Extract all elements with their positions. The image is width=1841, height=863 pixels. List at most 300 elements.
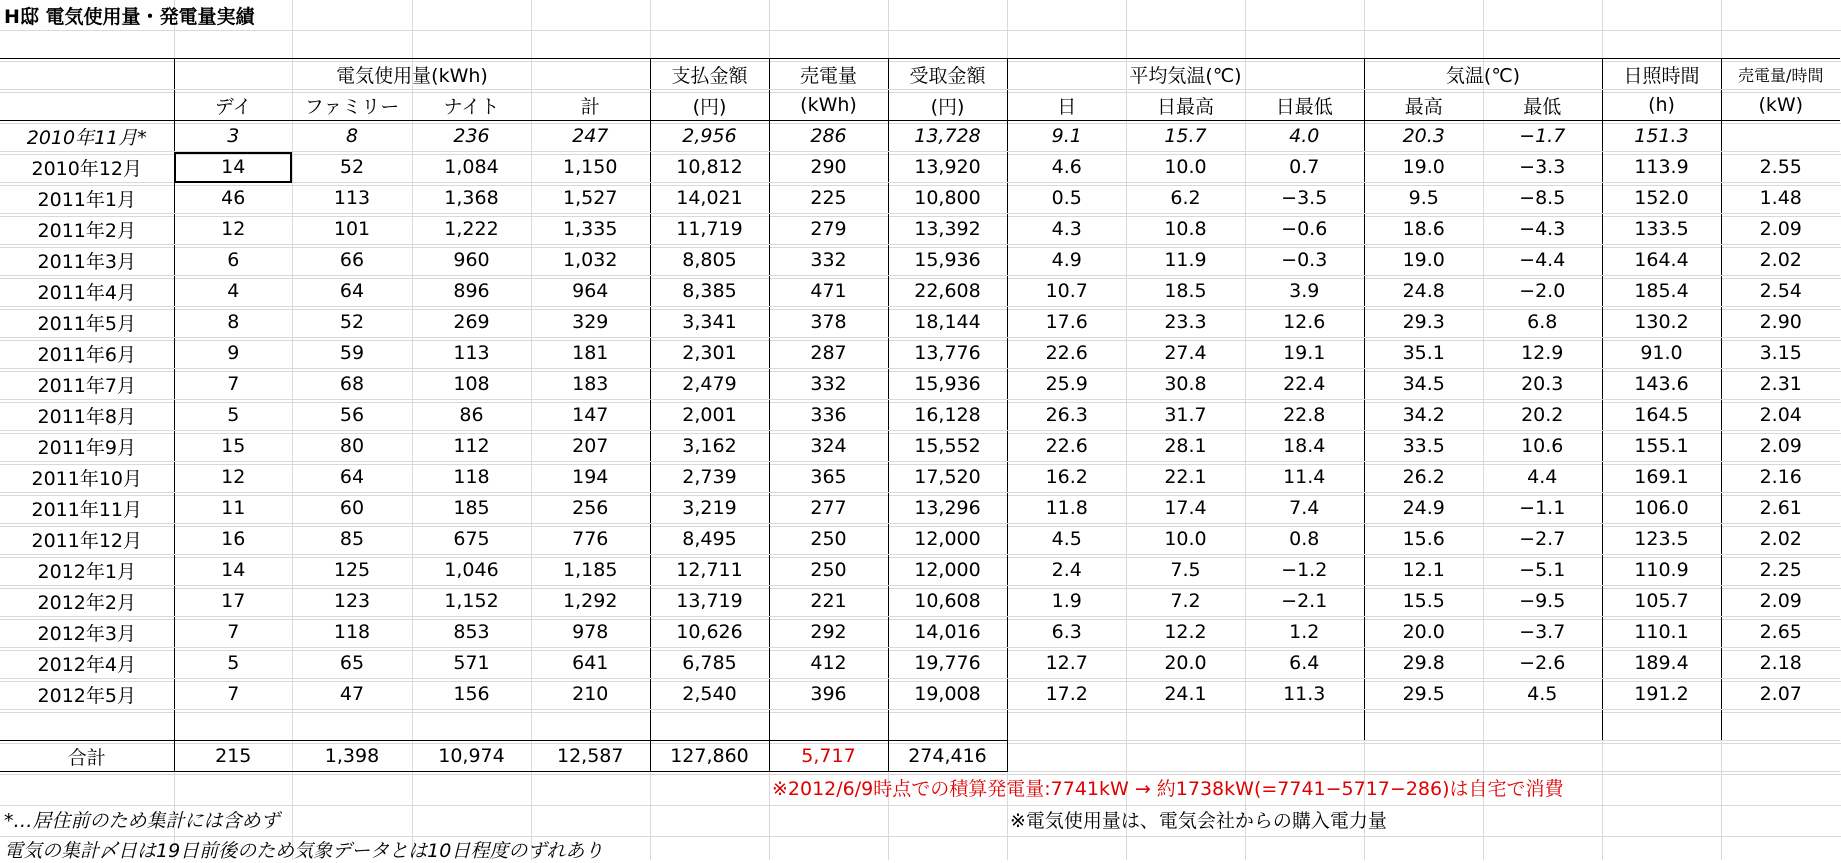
- table-cell[interactable]: 292: [769, 617, 888, 648]
- table-cell[interactable]: 0.5: [1007, 183, 1126, 214]
- table-cell[interactable]: 10.6: [1483, 431, 1602, 462]
- table-cell[interactable]: 6: [174, 245, 292, 276]
- table-cell[interactable]: 9.5: [1364, 183, 1483, 214]
- table-cell[interactable]: 183: [531, 369, 650, 400]
- table-cell[interactable]: 31.7: [1126, 400, 1245, 431]
- table-cell[interactable]: 20.2: [1483, 400, 1602, 431]
- row-month[interactable]: 2011年4月: [0, 276, 174, 307]
- table-cell[interactable]: 185.4: [1602, 276, 1721, 307]
- row-month[interactable]: 2010年12月: [0, 152, 174, 183]
- table-cell[interactable]: 24.8: [1364, 276, 1483, 307]
- table-cell[interactable]: 210: [531, 679, 650, 710]
- table-cell[interactable]: 13,392: [888, 214, 1007, 245]
- table-cell[interactable]: 675: [412, 524, 531, 555]
- table-cell[interactable]: 279: [769, 214, 888, 245]
- table-cell[interactable]: 10,800: [888, 183, 1007, 214]
- table-cell[interactable]: 185: [412, 493, 531, 524]
- table-cell[interactable]: −3.5: [1245, 183, 1364, 214]
- row-month[interactable]: 2011年11月: [0, 493, 174, 524]
- table-cell[interactable]: 329: [531, 307, 650, 338]
- table-cell[interactable]: 0.8: [1245, 524, 1364, 555]
- table-cell[interactable]: 22.4: [1245, 369, 1364, 400]
- table-cell[interactable]: 221: [769, 586, 888, 617]
- row-month[interactable]: 2011年8月: [0, 400, 174, 431]
- table-cell[interactable]: 7: [174, 617, 292, 648]
- table-cell[interactable]: 147: [531, 400, 650, 431]
- table-cell[interactable]: 64: [292, 462, 412, 493]
- table-cell[interactable]: 4.9: [1007, 245, 1126, 276]
- table-cell[interactable]: 12: [174, 214, 292, 245]
- row-month[interactable]: 2012年3月: [0, 617, 174, 648]
- table-cell[interactable]: 19,776: [888, 648, 1007, 679]
- row-month[interactable]: 2011年5月: [0, 307, 174, 338]
- table-cell[interactable]: 1,292: [531, 586, 650, 617]
- table-cell[interactable]: 571: [412, 648, 531, 679]
- table-cell[interactable]: 9: [174, 338, 292, 369]
- table-cell[interactable]: 29.8: [1364, 648, 1483, 679]
- table-cell[interactable]: 8: [292, 121, 412, 152]
- table-cell[interactable]: 8,495: [650, 524, 769, 555]
- table-cell[interactable]: 17,520: [888, 462, 1007, 493]
- table-cell[interactable]: 56: [292, 400, 412, 431]
- table-cell[interactable]: 85: [292, 524, 412, 555]
- table-cell[interactable]: 194: [531, 462, 650, 493]
- table-cell[interactable]: 34.2: [1364, 400, 1483, 431]
- table-cell[interactable]: −9.5: [1483, 586, 1602, 617]
- table-cell[interactable]: 3,162: [650, 431, 769, 462]
- table-cell[interactable]: 29.5: [1364, 679, 1483, 710]
- table-cell[interactable]: 236: [412, 121, 531, 152]
- table-cell[interactable]: 2,956: [650, 121, 769, 152]
- table-cell[interactable]: 0.7: [1245, 152, 1364, 183]
- table-cell[interactable]: 10,626: [650, 617, 769, 648]
- row-month[interactable]: 2012年2月: [0, 586, 174, 617]
- table-cell[interactable]: 2,479: [650, 369, 769, 400]
- table-cell[interactable]: 68: [292, 369, 412, 400]
- table-cell[interactable]: 15.6: [1364, 524, 1483, 555]
- table-cell[interactable]: 19.0: [1364, 152, 1483, 183]
- table-cell[interactable]: 6.2: [1126, 183, 1245, 214]
- table-cell[interactable]: 2.4: [1007, 555, 1126, 586]
- table-cell[interactable]: 7: [174, 679, 292, 710]
- table-cell[interactable]: 4: [174, 276, 292, 307]
- table-cell[interactable]: 1,084: [412, 152, 531, 183]
- table-cell[interactable]: 6.8: [1483, 307, 1602, 338]
- table-cell[interactable]: 6,785: [650, 648, 769, 679]
- table-cell[interactable]: 22.8: [1245, 400, 1364, 431]
- row-month[interactable]: 2011年1月: [0, 183, 174, 214]
- table-cell[interactable]: 47: [292, 679, 412, 710]
- table-cell[interactable]: 4.5: [1007, 524, 1126, 555]
- table-cell[interactable]: 2.31: [1721, 369, 1840, 400]
- table-cell[interactable]: 1.9: [1007, 586, 1126, 617]
- table-cell[interactable]: 11,719: [650, 214, 769, 245]
- row-month[interactable]: 2011年2月: [0, 214, 174, 245]
- table-cell[interactable]: 15,552: [888, 431, 1007, 462]
- table-cell[interactable]: 14: [174, 152, 292, 183]
- table-cell[interactable]: 7.5: [1126, 555, 1245, 586]
- table-cell[interactable]: 12.1: [1364, 555, 1483, 586]
- table-cell[interactable]: 8,805: [650, 245, 769, 276]
- total-cell[interactable]: 127,860: [650, 741, 769, 772]
- table-cell[interactable]: 169.1: [1602, 462, 1721, 493]
- table-cell[interactable]: 35.1: [1364, 338, 1483, 369]
- table-cell[interactable]: 110.1: [1602, 617, 1721, 648]
- table-cell[interactable]: 20.0: [1126, 648, 1245, 679]
- table-cell[interactable]: 5: [174, 400, 292, 431]
- table-cell[interactable]: 123.5: [1602, 524, 1721, 555]
- table-cell[interactable]: 22.6: [1007, 431, 1126, 462]
- table-cell[interactable]: 7: [174, 369, 292, 400]
- table-cell[interactable]: 641: [531, 648, 650, 679]
- table-cell[interactable]: 1,032: [531, 245, 650, 276]
- table-cell[interactable]: 1.2: [1245, 617, 1364, 648]
- table-cell[interactable]: 25.9: [1007, 369, 1126, 400]
- table-cell[interactable]: 86: [412, 400, 531, 431]
- table-cell[interactable]: 896: [412, 276, 531, 307]
- table-cell[interactable]: −3.7: [1483, 617, 1602, 648]
- table-cell[interactable]: 28.1: [1126, 431, 1245, 462]
- table-cell[interactable]: 26.3: [1007, 400, 1126, 431]
- table-cell[interactable]: 20.3: [1364, 121, 1483, 152]
- table-cell[interactable]: 269: [412, 307, 531, 338]
- table-cell[interactable]: 105.7: [1602, 586, 1721, 617]
- table-cell[interactable]: 151.3: [1602, 121, 1721, 152]
- header-usage: 電気使用量(kWh): [174, 59, 650, 90]
- table-cell[interactable]: −2.1: [1245, 586, 1364, 617]
- table-cell[interactable]: 24.1: [1126, 679, 1245, 710]
- table-cell[interactable]: 13,719: [650, 586, 769, 617]
- table-cell[interactable]: 106.0: [1602, 493, 1721, 524]
- table-cell[interactable]: 15.7: [1126, 121, 1245, 152]
- row-month[interactable]: 2012年5月: [0, 679, 174, 710]
- table-cell[interactable]: 978: [531, 617, 650, 648]
- table-cell[interactable]: −4.4: [1483, 245, 1602, 276]
- table-cell[interactable]: 24.9: [1364, 493, 1483, 524]
- table-cell[interactable]: 2.02: [1721, 524, 1840, 555]
- table-cell[interactable]: 365: [769, 462, 888, 493]
- table-cell[interactable]: 164.5: [1602, 400, 1721, 431]
- table-cell[interactable]: −2.7: [1483, 524, 1602, 555]
- table-cell[interactable]: 3: [174, 121, 292, 152]
- table-cell[interactable]: 11.3: [1245, 679, 1364, 710]
- table-cell[interactable]: 12,711: [650, 555, 769, 586]
- table-cell[interactable]: 15: [174, 431, 292, 462]
- table-cell[interactable]: 191.2: [1602, 679, 1721, 710]
- table-cell[interactable]: 10.0: [1126, 524, 1245, 555]
- table-cell[interactable]: 7.4: [1245, 493, 1364, 524]
- table-cell[interactable]: 155.1: [1602, 431, 1721, 462]
- table-cell[interactable]: 1,185: [531, 555, 650, 586]
- table-cell[interactable]: 3,219: [650, 493, 769, 524]
- table-cell[interactable]: 30.8: [1126, 369, 1245, 400]
- table-cell[interactable]: 2.55: [1721, 152, 1840, 183]
- table-cell[interactable]: 66: [292, 245, 412, 276]
- table-cell[interactable]: 4.4: [1483, 462, 1602, 493]
- table-cell[interactable]: 15,936: [888, 245, 1007, 276]
- table-cell[interactable]: 22.6: [1007, 338, 1126, 369]
- table-cell[interactable]: 1.48: [1721, 183, 1840, 214]
- table-cell[interactable]: 10,812: [650, 152, 769, 183]
- table-cell[interactable]: 17.4: [1126, 493, 1245, 524]
- table-cell[interactable]: 29.3: [1364, 307, 1483, 338]
- total-cell[interactable]: 12,587: [531, 741, 650, 772]
- table-cell[interactable]: 1,368: [412, 183, 531, 214]
- table-cell[interactable]: 12.9: [1483, 338, 1602, 369]
- table-cell[interactable]: 8,385: [650, 276, 769, 307]
- table-cell[interactable]: 324: [769, 431, 888, 462]
- table-cell[interactable]: 108: [412, 369, 531, 400]
- total-cell[interactable]: 5,717: [769, 741, 888, 772]
- table-cell[interactable]: 1,527: [531, 183, 650, 214]
- table-cell[interactable]: 4.3: [1007, 214, 1126, 245]
- total-label[interactable]: 合計: [0, 741, 174, 772]
- table-cell[interactable]: 181: [531, 338, 650, 369]
- table-cell[interactable]: 960: [412, 245, 531, 276]
- table-cell[interactable]: 1,335: [531, 214, 650, 245]
- table-cell[interactable]: 118: [292, 617, 412, 648]
- table-cell[interactable]: 12,000: [888, 524, 1007, 555]
- table-cell[interactable]: −2.6: [1483, 648, 1602, 679]
- table-cell[interactable]: 2,739: [650, 462, 769, 493]
- table-cell[interactable]: 16,128: [888, 400, 1007, 431]
- table-cell[interactable]: 113: [412, 338, 531, 369]
- table-cell[interactable]: 1,150: [531, 152, 650, 183]
- table-cell[interactable]: 378: [769, 307, 888, 338]
- table-cell[interactable]: 3.9: [1245, 276, 1364, 307]
- table-cell[interactable]: 2.02: [1721, 245, 1840, 276]
- row-month[interactable]: 2011年7月: [0, 369, 174, 400]
- table-cell[interactable]: 10.8: [1126, 214, 1245, 245]
- table-cell[interactable]: 123: [292, 586, 412, 617]
- table-cell[interactable]: −4.3: [1483, 214, 1602, 245]
- table-cell[interactable]: 13,296: [888, 493, 1007, 524]
- table-cell[interactable]: 14,021: [650, 183, 769, 214]
- table-row: [0, 307, 1840, 338]
- table-cell[interactable]: 11.8: [1007, 493, 1126, 524]
- table-cell[interactable]: 19,008: [888, 679, 1007, 710]
- table-cell[interactable]: 12.7: [1007, 648, 1126, 679]
- row-month[interactable]: 2012年1月: [0, 555, 174, 586]
- table-cell[interactable]: 250: [769, 555, 888, 586]
- table-cell[interactable]: −2.0: [1483, 276, 1602, 307]
- table-cell[interactable]: 2.16: [1721, 462, 1840, 493]
- table-cell[interactable]: 4.0: [1245, 121, 1364, 152]
- table-cell[interactable]: 152.0: [1602, 183, 1721, 214]
- table-cell[interactable]: −5.1: [1483, 555, 1602, 586]
- table-cell[interactable]: 17: [174, 586, 292, 617]
- table-cell[interactable]: 130.2: [1602, 307, 1721, 338]
- table-cell[interactable]: 256: [531, 493, 650, 524]
- table-cell[interactable]: 207: [531, 431, 650, 462]
- table-cell[interactable]: 2,301: [650, 338, 769, 369]
- table-cell[interactable]: 18.6: [1364, 214, 1483, 245]
- table-cell[interactable]: 2.90: [1721, 307, 1840, 338]
- table-cell[interactable]: 2,001: [650, 400, 769, 431]
- table-cell[interactable]: 16.2: [1007, 462, 1126, 493]
- table-cell[interactable]: 10.0: [1126, 152, 1245, 183]
- table-cell[interactable]: 10.7: [1007, 276, 1126, 307]
- table-cell[interactable]: 1,152: [412, 586, 531, 617]
- table-cell[interactable]: 10,608: [888, 586, 1007, 617]
- table-cell[interactable]: 286: [769, 121, 888, 152]
- row-month[interactable]: 2011年6月: [0, 338, 174, 369]
- table-cell[interactable]: 7.2: [1126, 586, 1245, 617]
- table-cell[interactable]: 133.5: [1602, 214, 1721, 245]
- table-cell[interactable]: 9.1: [1007, 121, 1126, 152]
- table-cell[interactable]: 80: [292, 431, 412, 462]
- table-cell[interactable]: 113: [292, 183, 412, 214]
- table-cell[interactable]: 2.09: [1721, 214, 1840, 245]
- table-cell[interactable]: 4.5: [1483, 679, 1602, 710]
- table-cell[interactable]: 156: [412, 679, 531, 710]
- table-cell[interactable]: 12.6: [1245, 307, 1364, 338]
- table-cell[interactable]: 471: [769, 276, 888, 307]
- table-cell[interactable]: 12: [174, 462, 292, 493]
- table-cell[interactable]: 336: [769, 400, 888, 431]
- table-cell[interactable]: 853: [412, 617, 531, 648]
- table-cell[interactable]: 189.4: [1602, 648, 1721, 679]
- table-cell[interactable]: 396: [769, 679, 888, 710]
- table-cell[interactable]: 6.3: [1007, 617, 1126, 648]
- table-cell[interactable]: 277: [769, 493, 888, 524]
- row-month[interactable]: 2011年3月: [0, 245, 174, 276]
- table-cell[interactable]: 2.54: [1721, 276, 1840, 307]
- table-cell[interactable]: −0.3: [1245, 245, 1364, 276]
- table-cell[interactable]: 113.9: [1602, 152, 1721, 183]
- table-cell[interactable]: 16: [174, 524, 292, 555]
- row-month[interactable]: 2012年4月: [0, 648, 174, 679]
- table-cell[interactable]: 2.04: [1721, 400, 1840, 431]
- table-cell[interactable]: 2.09: [1721, 431, 1840, 462]
- table-cell[interactable]: 1,046: [412, 555, 531, 586]
- table-cell[interactable]: 2.61: [1721, 493, 1840, 524]
- table-cell[interactable]: 143.6: [1602, 369, 1721, 400]
- table-cell[interactable]: 13,728: [888, 121, 1007, 152]
- row-month[interactable]: 2011年9月: [0, 431, 174, 462]
- table-cell[interactable]: 14: [174, 555, 292, 586]
- table-cell[interactable]: −1.2: [1245, 555, 1364, 586]
- header-sunshine: 日照時間: [1602, 59, 1721, 90]
- table-cell[interactable]: 11.4: [1245, 462, 1364, 493]
- table-cell[interactable]: 110.9: [1602, 555, 1721, 586]
- table-cell[interactable]: 22.1: [1126, 462, 1245, 493]
- table-cell[interactable]: 20.3: [1483, 369, 1602, 400]
- table-cell[interactable]: 11.9: [1126, 245, 1245, 276]
- table-cell[interactable]: −1.1: [1483, 493, 1602, 524]
- table-cell[interactable]: 18.5: [1126, 276, 1245, 307]
- table-cell[interactable]: 5: [174, 648, 292, 679]
- table-cell[interactable]: 17.6: [1007, 307, 1126, 338]
- table-cell[interactable]: 287: [769, 338, 888, 369]
- table-cell[interactable]: 27.4: [1126, 338, 1245, 369]
- table-cell[interactable]: 46: [174, 183, 292, 214]
- table-cell[interactable]: 65: [292, 648, 412, 679]
- table-row: [0, 617, 1840, 648]
- table-cell[interactable]: 18,144: [888, 307, 1007, 338]
- table-cell[interactable]: 225: [769, 183, 888, 214]
- total-cell[interactable]: 274,416: [888, 741, 1007, 772]
- table-cell[interactable]: 164.4: [1602, 245, 1721, 276]
- table-cell[interactable]: 60: [292, 493, 412, 524]
- table-cell[interactable]: 332: [769, 369, 888, 400]
- table-cell[interactable]: 26.2: [1364, 462, 1483, 493]
- table-cell[interactable]: 6.4: [1245, 648, 1364, 679]
- table-cell[interactable]: 2.25: [1721, 555, 1840, 586]
- table-cell[interactable]: 18.4: [1245, 431, 1364, 462]
- total-cell[interactable]: 10,974: [412, 741, 531, 772]
- table-cell[interactable]: 4.6: [1007, 152, 1126, 183]
- table-cell[interactable]: 14,016: [888, 617, 1007, 648]
- table-cell[interactable]: 776: [531, 524, 650, 555]
- table-cell[interactable]: −8.5: [1483, 183, 1602, 214]
- table-cell[interactable]: 22,608: [888, 276, 1007, 307]
- table-cell[interactable]: 52: [292, 307, 412, 338]
- table-cell[interactable]: −3.3: [1483, 152, 1602, 183]
- total-cell[interactable]: 215: [174, 741, 292, 772]
- table-cell[interactable]: 19.1: [1245, 338, 1364, 369]
- table-cell[interactable]: 23.3: [1126, 307, 1245, 338]
- table-cell[interactable]: 2,540: [650, 679, 769, 710]
- table-cell[interactable]: 118: [412, 462, 531, 493]
- table-cell[interactable]: 12.2: [1126, 617, 1245, 648]
- table-cell[interactable]: 13,776: [888, 338, 1007, 369]
- table-cell[interactable]: 101: [292, 214, 412, 245]
- table-cell[interactable]: 964: [531, 276, 650, 307]
- table-cell[interactable]: 33.5: [1364, 431, 1483, 462]
- table-row: [0, 152, 1840, 183]
- total-cell[interactable]: 1,398: [292, 741, 412, 772]
- table-cell[interactable]: 2.09: [1721, 586, 1840, 617]
- table-cell[interactable]: 3,341: [650, 307, 769, 338]
- header-temp: 気温(℃): [1364, 59, 1602, 90]
- row-month[interactable]: 2011年12月: [0, 524, 174, 555]
- table-cell[interactable]: 15,936: [888, 369, 1007, 400]
- table-cell[interactable]: 250: [769, 524, 888, 555]
- table-cell[interactable]: 112: [412, 431, 531, 462]
- table-cell[interactable]: 20.0: [1364, 617, 1483, 648]
- table-cell[interactable]: [1721, 121, 1840, 152]
- table-cell[interactable]: 1,222: [412, 214, 531, 245]
- row-month[interactable]: 2010年11月*: [0, 121, 174, 152]
- table-cell[interactable]: 91.0: [1602, 338, 1721, 369]
- table-cell[interactable]: 332: [769, 245, 888, 276]
- table-cell[interactable]: 290: [769, 152, 888, 183]
- table-cell[interactable]: 3.15: [1721, 338, 1840, 369]
- table-cell[interactable]: 15.5: [1364, 586, 1483, 617]
- table-cell[interactable]: 2.18: [1721, 648, 1840, 679]
- table-cell[interactable]: 2.65: [1721, 617, 1840, 648]
- row-month[interactable]: 2011年10月: [0, 462, 174, 493]
- table-cell[interactable]: −0.6: [1245, 214, 1364, 245]
- table-cell[interactable]: 8: [174, 307, 292, 338]
- table-cell[interactable]: 17.2: [1007, 679, 1126, 710]
- table-cell[interactable]: 52: [292, 152, 412, 183]
- table-cell[interactable]: 64: [292, 276, 412, 307]
- table-cell[interactable]: −1.7: [1483, 121, 1602, 152]
- table-cell[interactable]: 412: [769, 648, 888, 679]
- table-cell[interactable]: 2.07: [1721, 679, 1840, 710]
- table-cell[interactable]: 34.5: [1364, 369, 1483, 400]
- table-cell[interactable]: 247: [531, 121, 650, 152]
- table-cell[interactable]: 125: [292, 555, 412, 586]
- table-cell[interactable]: 59: [292, 338, 412, 369]
- table-cell[interactable]: 11: [174, 493, 292, 524]
- table-cell[interactable]: 13,920: [888, 152, 1007, 183]
- table-cell[interactable]: 12,000: [888, 555, 1007, 586]
- table-row: [0, 245, 1840, 276]
- table-cell[interactable]: 19.0: [1364, 245, 1483, 276]
